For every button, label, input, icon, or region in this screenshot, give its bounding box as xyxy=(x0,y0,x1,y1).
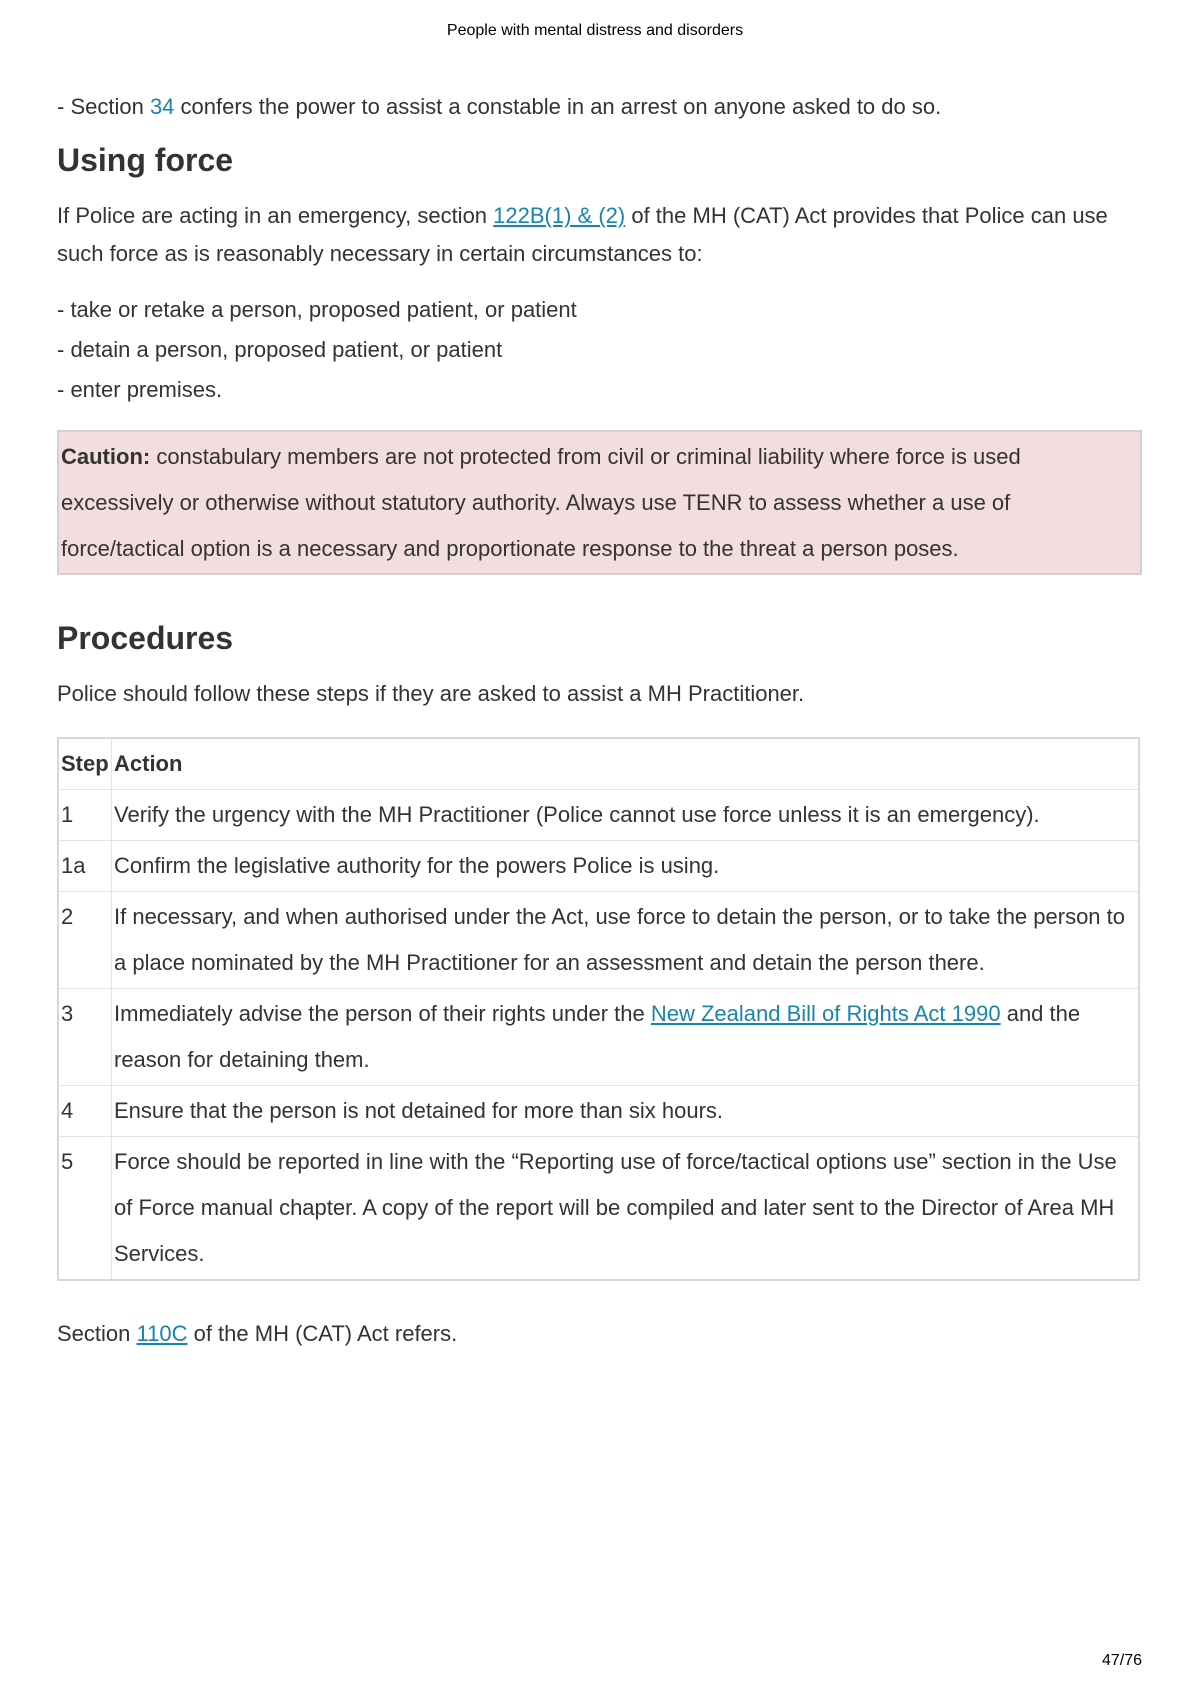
action-text: Immediately advise the person of their rights under the xyxy=(114,1001,651,1026)
table-row xyxy=(58,892,1139,989)
step-cell: 1 xyxy=(58,790,112,841)
section-34-link[interactable]: 34 xyxy=(149,94,175,119)
action-cell: Confirm the legislative authority for the powers Police is using. xyxy=(112,841,1140,892)
bullet-text: - Section xyxy=(57,94,150,119)
action-text: and the reason for detaining them. xyxy=(114,1001,1081,1072)
note-text: of the MH (CAT) Act refers. xyxy=(187,1321,458,1346)
caution-label: Caution: xyxy=(61,444,151,469)
using-force-heading: Using force xyxy=(57,142,234,178)
procedures-table xyxy=(57,737,1140,1281)
action-cell: Verify the urgency with the MH Practitioner (Police cannot use force unless it is an emergency). xyxy=(112,790,1140,841)
table-row xyxy=(58,790,1139,841)
caution-box xyxy=(57,430,1142,575)
column-header-action: Action xyxy=(112,738,1140,790)
list-item: - take or retake a person, proposed patient, or patient xyxy=(57,297,577,322)
step-cell: 4 xyxy=(58,1086,112,1137)
action-cell: Force should be reported in line with the “Reporting use of force/tactical options use” section in the Use of Force manual chapter. A copy of the report will be compiled and later sent to the Director of Area MH Services. xyxy=(112,1137,1140,1281)
step-cell: 1a xyxy=(58,841,112,892)
section-122b-link[interactable]: 122B(1) & (2) xyxy=(493,203,626,228)
note-text: Section xyxy=(57,1321,137,1346)
section-110c-link[interactable]: 110C xyxy=(136,1321,188,1346)
table-header-row xyxy=(58,738,1139,790)
column-header-step: Step xyxy=(58,738,112,790)
procedures-intro: Police should follow these steps if they are asked to assist a MH Practitioner. xyxy=(57,681,805,706)
using-force-paragraph xyxy=(57,197,1140,273)
procedures-heading: Procedures xyxy=(57,620,234,656)
paragraph-text: If Police are acting in an emergency, section xyxy=(57,203,494,228)
step-cell: 3 xyxy=(58,989,112,1086)
action-cell: If necessary, and when authorised under the Act, use force to detain the person, or to take the person to a place nominated by the MH Practitioner for an assessment and detain the person there. xyxy=(112,892,1140,989)
action-cell xyxy=(112,989,1140,1086)
page-header: People with mental distress and disorders xyxy=(446,22,744,39)
table-row xyxy=(58,1137,1139,1281)
list-item: - enter premises. xyxy=(57,377,223,402)
list-item: - detain a person, proposed patient, or patient xyxy=(57,337,503,362)
action-cell: Ensure that the person is not detained for more than six hours. xyxy=(112,1086,1140,1137)
section-110c-note xyxy=(57,1315,1140,1353)
step-cell: 2 xyxy=(58,892,112,989)
bullet-text: confers the power to assist a constable in an arrest on anyone asked to do so. xyxy=(174,94,942,119)
nz-bill-of-rights-link[interactable]: New Zealand Bill of Rights Act 1990 xyxy=(650,1001,1001,1026)
page-number: 47/76 xyxy=(1101,1652,1142,1669)
paragraph-text: of the MH (CAT) Act provides that Police can use such force as is reasonably necessary in certain circumstances to: xyxy=(57,203,1108,266)
step-cell: 5 xyxy=(58,1137,112,1281)
table-row xyxy=(58,989,1139,1086)
table-row xyxy=(58,841,1139,892)
section-34-bullet xyxy=(57,88,1140,126)
caution-text: constabulary members are not protected from civil or criminal liability where force is used excessively or otherwise without statutory authority. Always use TENR to assess whether a use of force/tactical option is a necessary and proportionate response to the threat a person poses. xyxy=(61,444,1021,561)
table-row xyxy=(58,1086,1139,1137)
